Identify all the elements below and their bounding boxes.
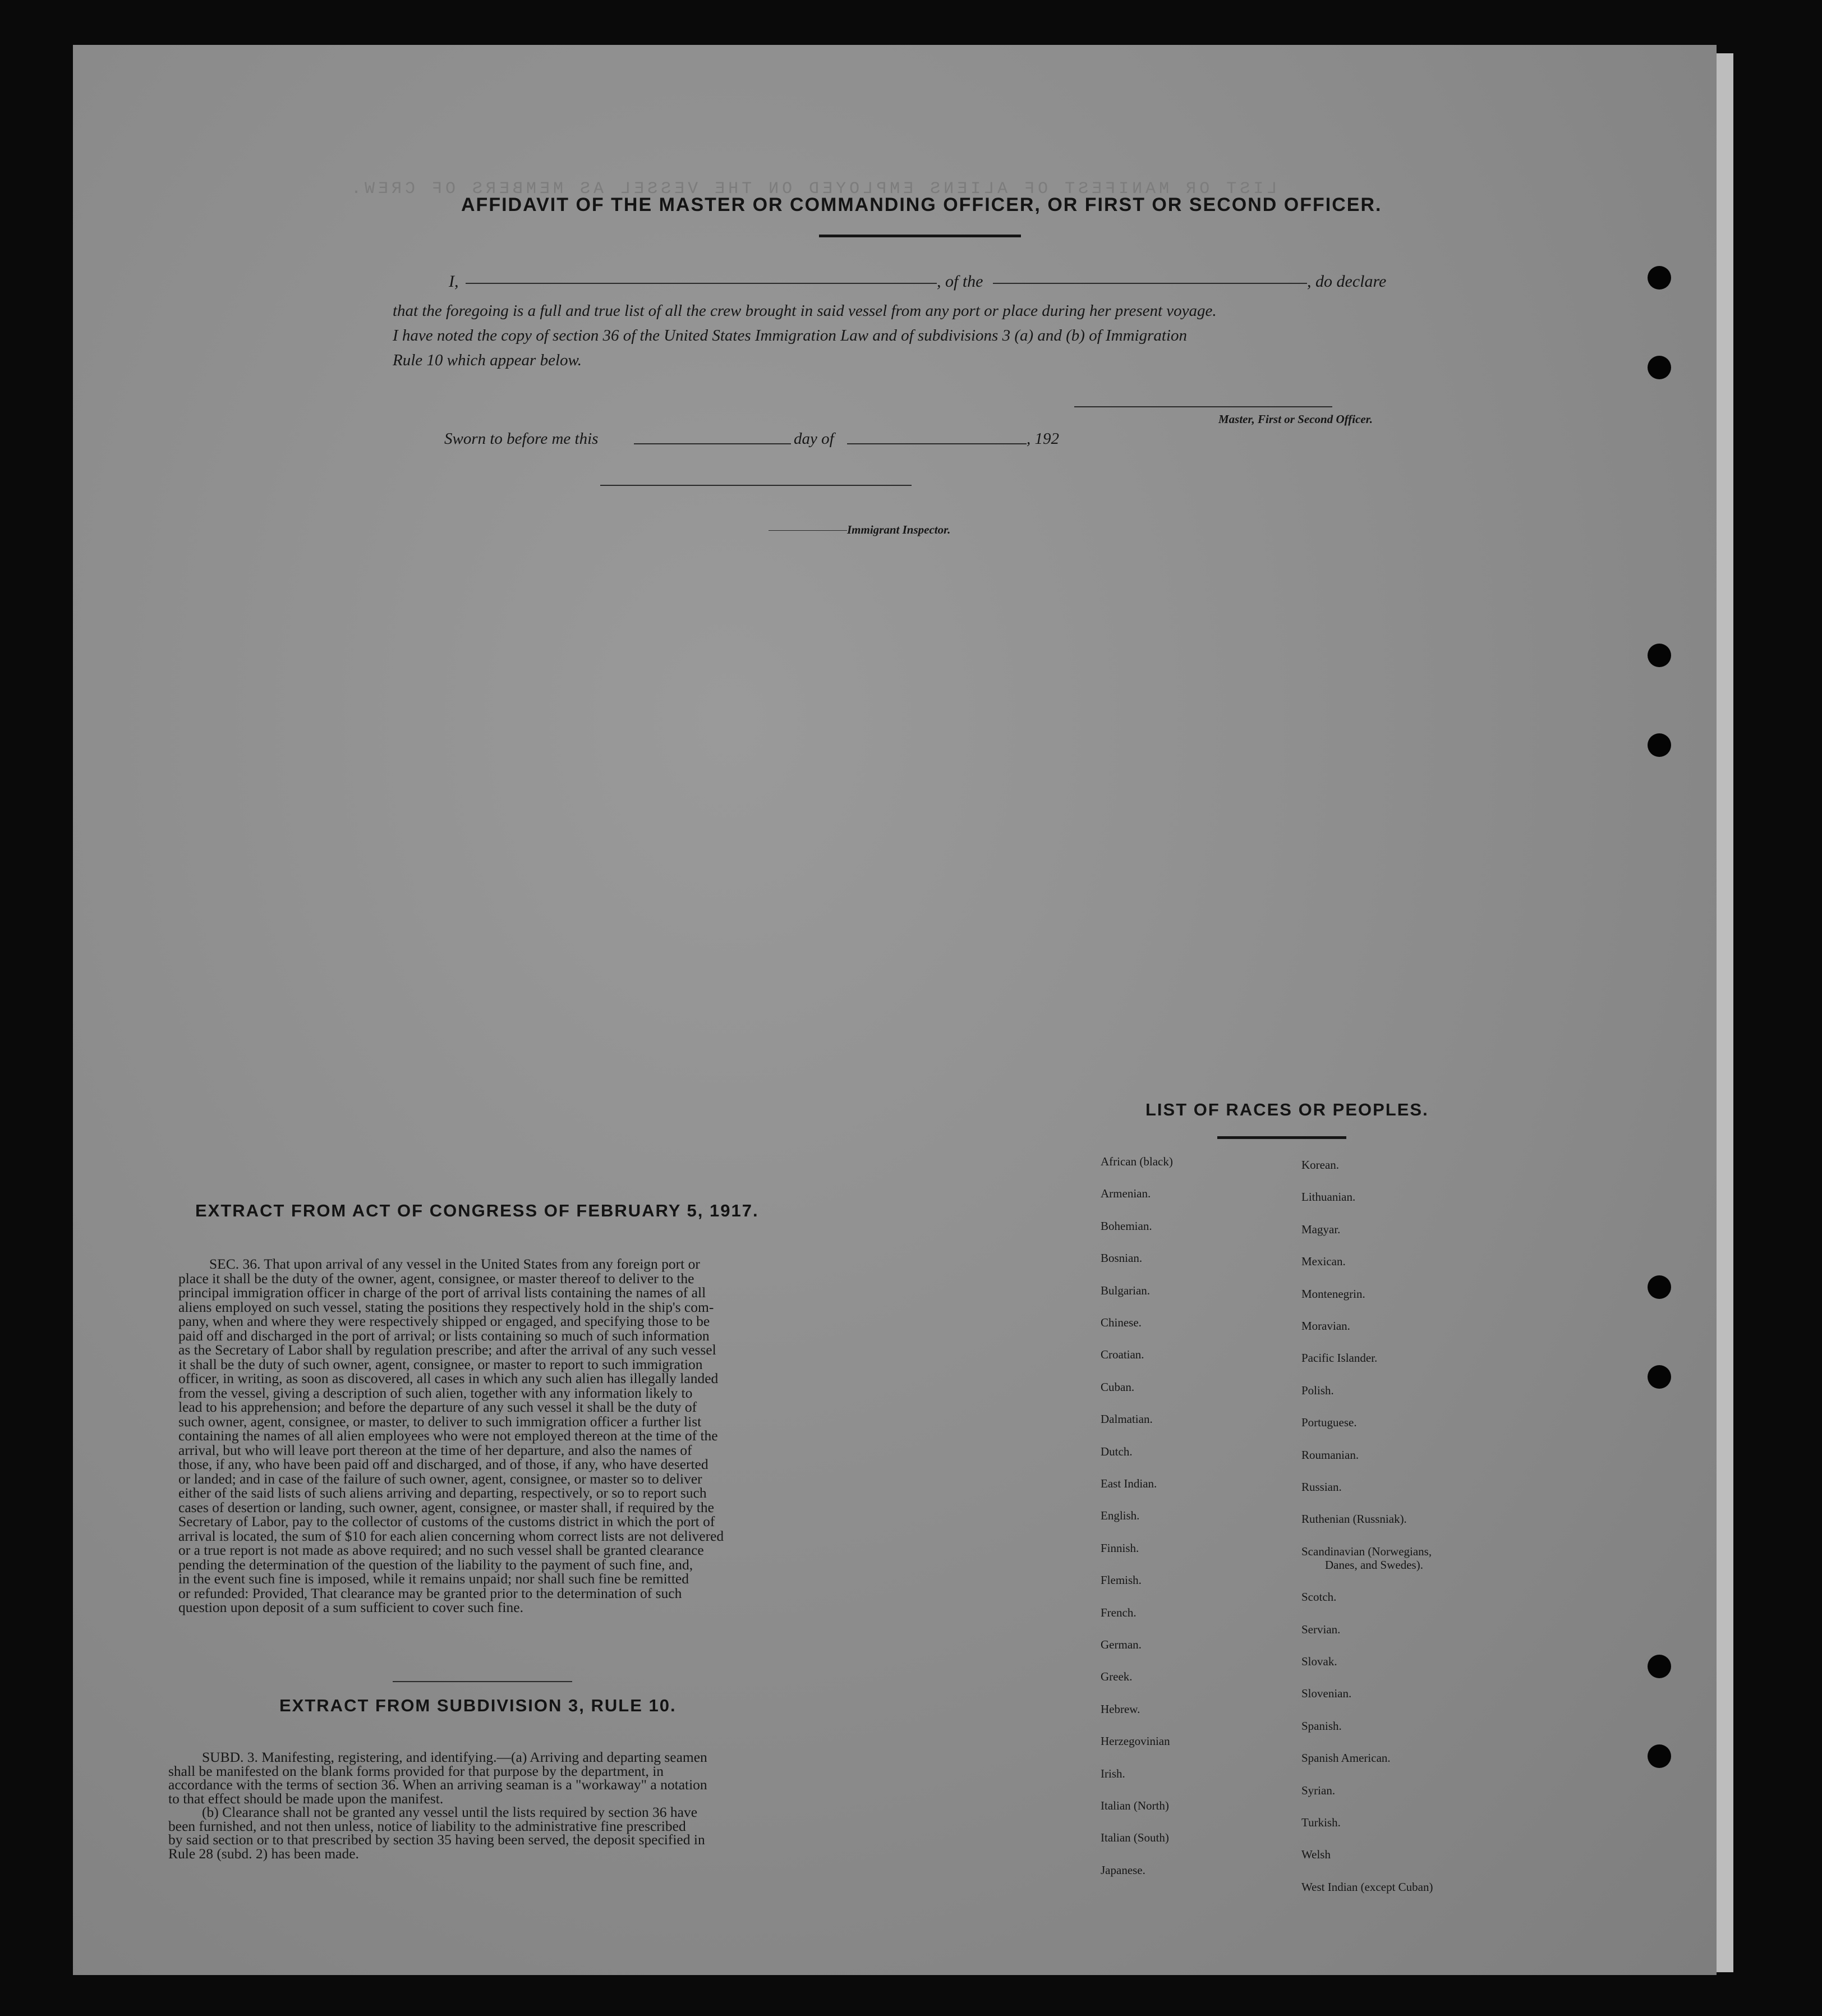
declarant-name-field[interactable] [466,283,937,284]
race-item: Moravian. [1301,1319,1350,1333]
race-item: Mexican. [1301,1255,1346,1269]
act-line: pending the determination of the question of the liability to the payment of such fine, and, [178,1556,693,1573]
binder-hole [1648,266,1671,290]
act-line: as the Secretary of Labor shall by regulation prescribe; and after the arrival of any such vessel [178,1342,716,1358]
declaration-line [449,269,1402,294]
act-line: or a true report is not made as above required; and no such vessel shall be granted clearance [178,1542,704,1558]
race-item: Bulgarian. [1101,1283,1151,1297]
race-item: Greek. [1101,1670,1133,1684]
race-item: Ruthenian (Russniak). [1301,1512,1407,1526]
race-item: Bohemian. [1101,1219,1152,1233]
race-item: Welsh [1301,1848,1331,1862]
bleed-through-text: LIST OR MANIFEST OF ALIENS EMPLOYED ON THE VESSEL AS MEMBERS OF CREW. [348,180,1277,199]
race-item: Irish. [1101,1766,1125,1780]
act-line: cases of desertion or landing, such owner, agent, consignee, or master shall, if required by the [178,1499,714,1516]
act-extract-title: EXTRACT FROM ACT OF CONGRESS OF FEBRUARY 5, 1917. [195,1201,759,1220]
act-line: containing the names of all alien employees who were not employed thereon at the time of the [178,1427,718,1444]
race-item: Pacific Islander. [1301,1351,1378,1365]
declaration-body-2: I have noted the copy of section 36 of the United States Immigration Law and of subdivisions 3 (a) and (b) of Immigration [393,327,1188,345]
race-item: Syrian. [1301,1783,1336,1797]
race-item: French. [1101,1605,1137,1619]
vessel-name-field[interactable] [993,283,1307,284]
race-item: Korean. [1301,1158,1340,1172]
declaration-i: I, [449,272,459,291]
race-item: Magyar. [1301,1222,1341,1236]
act-line: paid off and discharged in the port of arrival; or lists containing so much of such information [178,1327,710,1344]
race-item: English. [1101,1509,1140,1523]
binder-hole [1648,1365,1671,1389]
act-line: either of the said lists of such aliens arriving and departing, respectively, or so to report such [178,1485,707,1501]
race-item: Chinese. [1101,1316,1142,1329]
sworn-day-field[interactable] [634,443,791,444]
race-item: Cuban. [1101,1380,1135,1394]
act-line: lead to his apprehension; and before the departure of any such vessel it shall be the duty of [178,1399,697,1415]
act-line: SEC. 36. That upon arrival of any vessel in the United States from any foreign port or [209,1256,700,1272]
act-line: those, if any, who have been paid off and discharged, and of those, if any, who have deserted [178,1456,708,1472]
act-line: aliens employed on such vessel, stating the positions they respectively hold in the ship's com- [178,1298,714,1315]
rule-line: shall be manifested on the blank forms provided for that purpose by the department, in [168,1762,664,1779]
rule-line: by said section or to that prescribed by section 35 having been served, the deposit specified in [168,1831,705,1848]
races-title-rule [1217,1136,1346,1139]
race-item: Hebrew. [1101,1702,1140,1716]
race-item: Polish. [1301,1383,1334,1397]
act-line: arrival, but who will leave port thereon at the time of her departure, and also the names of [178,1441,692,1458]
race-item: Scandinavian (Norwegians, [1301,1544,1432,1558]
act-extract-body [178,1257,829,1615]
race-item: Slovak. [1301,1655,1337,1668]
rule-line: to that effect should be made upon the manifest. [168,1790,444,1807]
race-item: Slovenian. [1301,1687,1352,1701]
race-item: Armenian. [1101,1187,1151,1201]
declaration-body-1: that the foregoing is a full and true list of all the crew brought in said vessel from any port or place during her present voyage. [393,302,1217,320]
act-line: place it shall be the duty of the owner, agent, consignee, or master thereof to deliver to the [178,1270,694,1287]
rule-line: Rule 28 (subd. 2) has been made. [168,1845,359,1862]
binder-hole [1648,733,1671,757]
race-item: Italian (South) [1101,1831,1169,1845]
binder-hole [1648,356,1671,379]
race-item: Scotch. [1301,1590,1337,1604]
page-edge [1717,53,1733,1972]
act-line: arrival is located, the sum of $10 for each alien concerning whom correct lists are not delivered [178,1527,724,1544]
race-item: African (black) [1101,1155,1173,1168]
act-line: such owner, agent, consignee, or master, to deliver to such immigration officer a further list [178,1413,702,1430]
race-item: Flemish. [1101,1573,1142,1587]
rule-extract-body [168,1751,825,1861]
rule-line: been furnished, and not then unless, notice of liability to the administrative fine prescribed [168,1817,686,1834]
race-item: Turkish. [1301,1816,1341,1829]
race-item: Bosnian. [1101,1251,1143,1265]
affidavit-title-rule [819,235,1021,237]
act-line: question upon deposit of a sum sufficient to cover such fine. [178,1599,523,1615]
race-item: Servian. [1301,1622,1341,1636]
inspector-caption-rule [769,530,847,531]
affidavit-title: AFFIDAVIT OF THE MASTER OR COMMANDING OFFICER, OR FIRST OR SECOND OFFICER. [461,194,1382,215]
act-line: in the event such fine is imposed, while it remains unpaid; nor shall such fine be remitted [178,1570,689,1587]
race-item: Spanish. [1301,1719,1342,1733]
race-item: Montenegrin. [1301,1287,1365,1301]
race-item: Japanese. [1101,1863,1145,1877]
binder-hole [1648,644,1671,667]
act-line: Secretary of Labor, pay to the collector of customs of the customs district in which the port of [178,1513,715,1530]
race-item: Lithuanian. [1301,1190,1356,1204]
race-item: German. [1101,1638,1142,1651]
race-item: Italian (North) [1101,1799,1169,1812]
act-line: from the vessel, giving a description of such alien, together with any information likely to [178,1384,693,1401]
sworn-prefix: Sworn to before me this [444,430,599,448]
inspector-caption: Immigrant Inspector. [847,523,951,536]
race-item: Dalmatian. [1101,1412,1153,1426]
race-item: West Indian (except Cuban) [1301,1880,1433,1894]
section-divider [393,1681,572,1682]
rule-line: SUBD. 3. Manifesting, registering, and identifying.—(a) Arriving and departing seamen [202,1749,707,1765]
do-declare-label: , do declare [1307,272,1387,291]
rule-line: (b) Clearance shall not be granted any vessel until the lists required by section 36 have [202,1804,698,1820]
binder-hole [1648,1275,1671,1299]
of-the-label: , of the [937,272,983,291]
binder-hole [1648,1655,1671,1678]
race-item: Russian. [1301,1480,1342,1494]
race-item: Roumanian. [1301,1448,1359,1462]
inspector-signature-field[interactable] [600,485,912,486]
race-item: Portuguese. [1301,1416,1357,1430]
act-line: pany, when and where they were respectively shipped or engaged, and specifying those to be [178,1313,710,1329]
race-item: Croatian. [1101,1348,1144,1362]
declaration-body-3: Rule 10 which appear below. [393,351,582,369]
day-of-label: day of [794,430,834,448]
race-item: Dutch. [1101,1444,1133,1458]
sworn-month-field[interactable] [847,443,1027,444]
race-item: Spanish American. [1301,1751,1391,1765]
rule-line: accordance with the terms of section 36. When an arriving seaman is a "workaway" a notation [168,1776,707,1793]
race-item: Finnish. [1101,1541,1139,1555]
act-line: it shall be the duty of such owner, agent, consignee, or master to report to such immigration [178,1356,703,1372]
act-line: or refunded: Provided, That clearance may be granted prior to the determination of such [178,1585,682,1601]
races-title: LIST OF RACES OR PEOPLES. [1145,1100,1429,1119]
race-item: Danes, and Swedes). [1325,1558,1423,1572]
officer-signature-field[interactable] [1074,406,1332,407]
officer-signature-caption: Master, First or Second Officer. [1218,412,1373,426]
year-label: , 192 [1027,430,1059,448]
act-line: or landed; and in case of the failure of such owner, agent, consignee, or master so to deliver [178,1470,702,1487]
act-line: officer, in writing, as soon as discovered, all cases in which any such alien has illegally landed [178,1370,719,1386]
act-line: principal immigration officer in charge of the port of arrival lists containing the names of all [178,1284,706,1301]
race-item: East Indian. [1101,1477,1157,1490]
rule-extract-title: EXTRACT FROM SUBDIVISION 3, RULE 10. [279,1696,677,1715]
binder-hole [1648,1744,1671,1768]
race-item: Herzegovinian [1101,1734,1170,1748]
